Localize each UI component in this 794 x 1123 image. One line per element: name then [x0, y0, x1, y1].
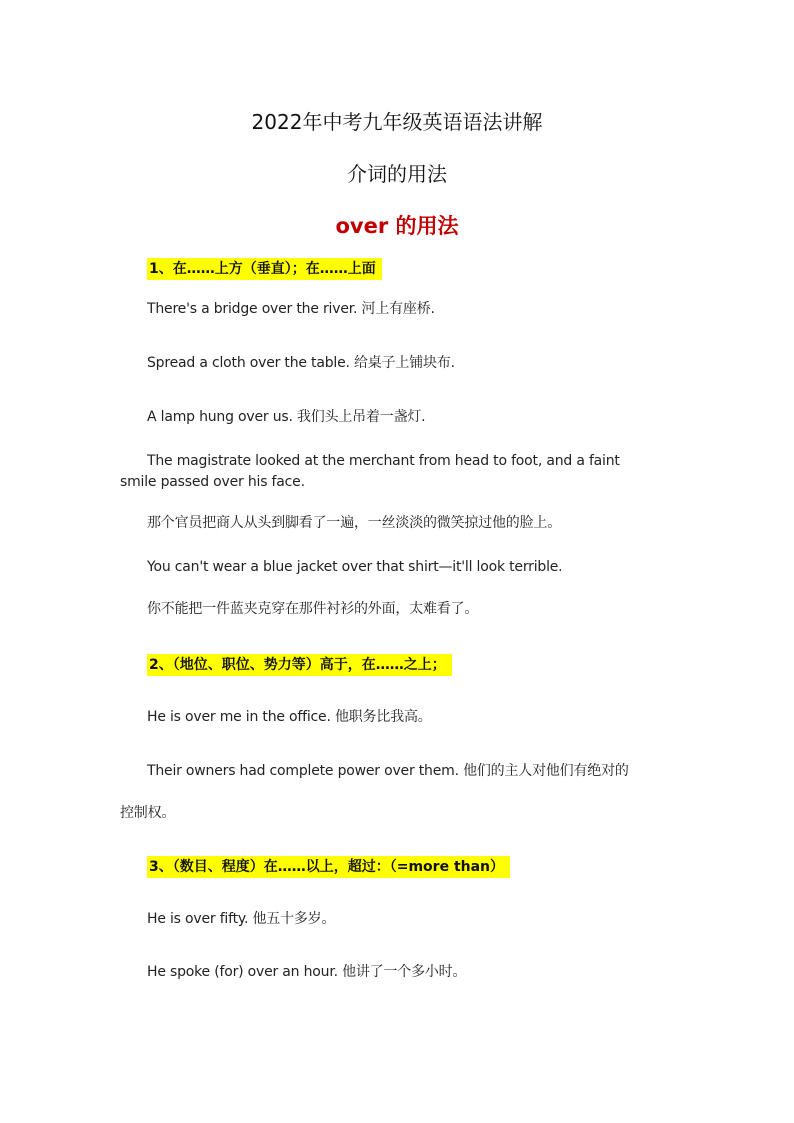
example-sentence-continuation: smile passed over his face.: [120, 474, 305, 490]
example-sentence-continuation: 控制权。: [120, 805, 176, 821]
topic-heading: over 的用法: [335, 214, 459, 238]
example-translation: 那个官员把商人从头到脚看了一遍，一丝淡淡的微笑掠过他的脸上。: [147, 515, 561, 531]
section-heading: 1、在……上方（垂直）；在……上面: [147, 258, 382, 280]
section-heading: 2、（地位、职位、势力等）高于，在……之上；: [147, 654, 452, 676]
example-sentence: He spoke (for) over an hour. 他讲了一个多小时。: [147, 964, 467, 980]
example-sentence: A lamp hung over us. 我们头上吊着一盏灯.: [147, 409, 426, 425]
example-sentence: He is over me in the office. 他职务比我高。: [147, 709, 432, 725]
example-translation: 你不能把一件蓝夹克穿在那件衬衫的外面，太难看了。: [147, 601, 479, 617]
example-sentence: Spread a cloth over the table. 给桌子上铺块布.: [147, 355, 455, 371]
example-sentence: The magistrate looked at the merchant from head to foot, and a faint: [147, 453, 620, 469]
document-subtitle: 介词的用法: [347, 162, 447, 186]
example-sentence: You can't wear a blue jacket over that shirt—it'll look terrible.: [147, 559, 563, 575]
example-sentence: Their owners had complete power over them. 他们的主人对他们有绝对的: [147, 763, 629, 779]
example-sentence: There's a bridge over the river. 河上有座桥.: [147, 301, 435, 317]
section-heading: 3、（数目、程度）在……以上，超过：（=more than）: [147, 856, 510, 878]
document-title: 2022年中考九年级英语语法讲解: [251, 110, 543, 134]
example-sentence: He is over fifty. 他五十多岁。: [147, 911, 336, 927]
